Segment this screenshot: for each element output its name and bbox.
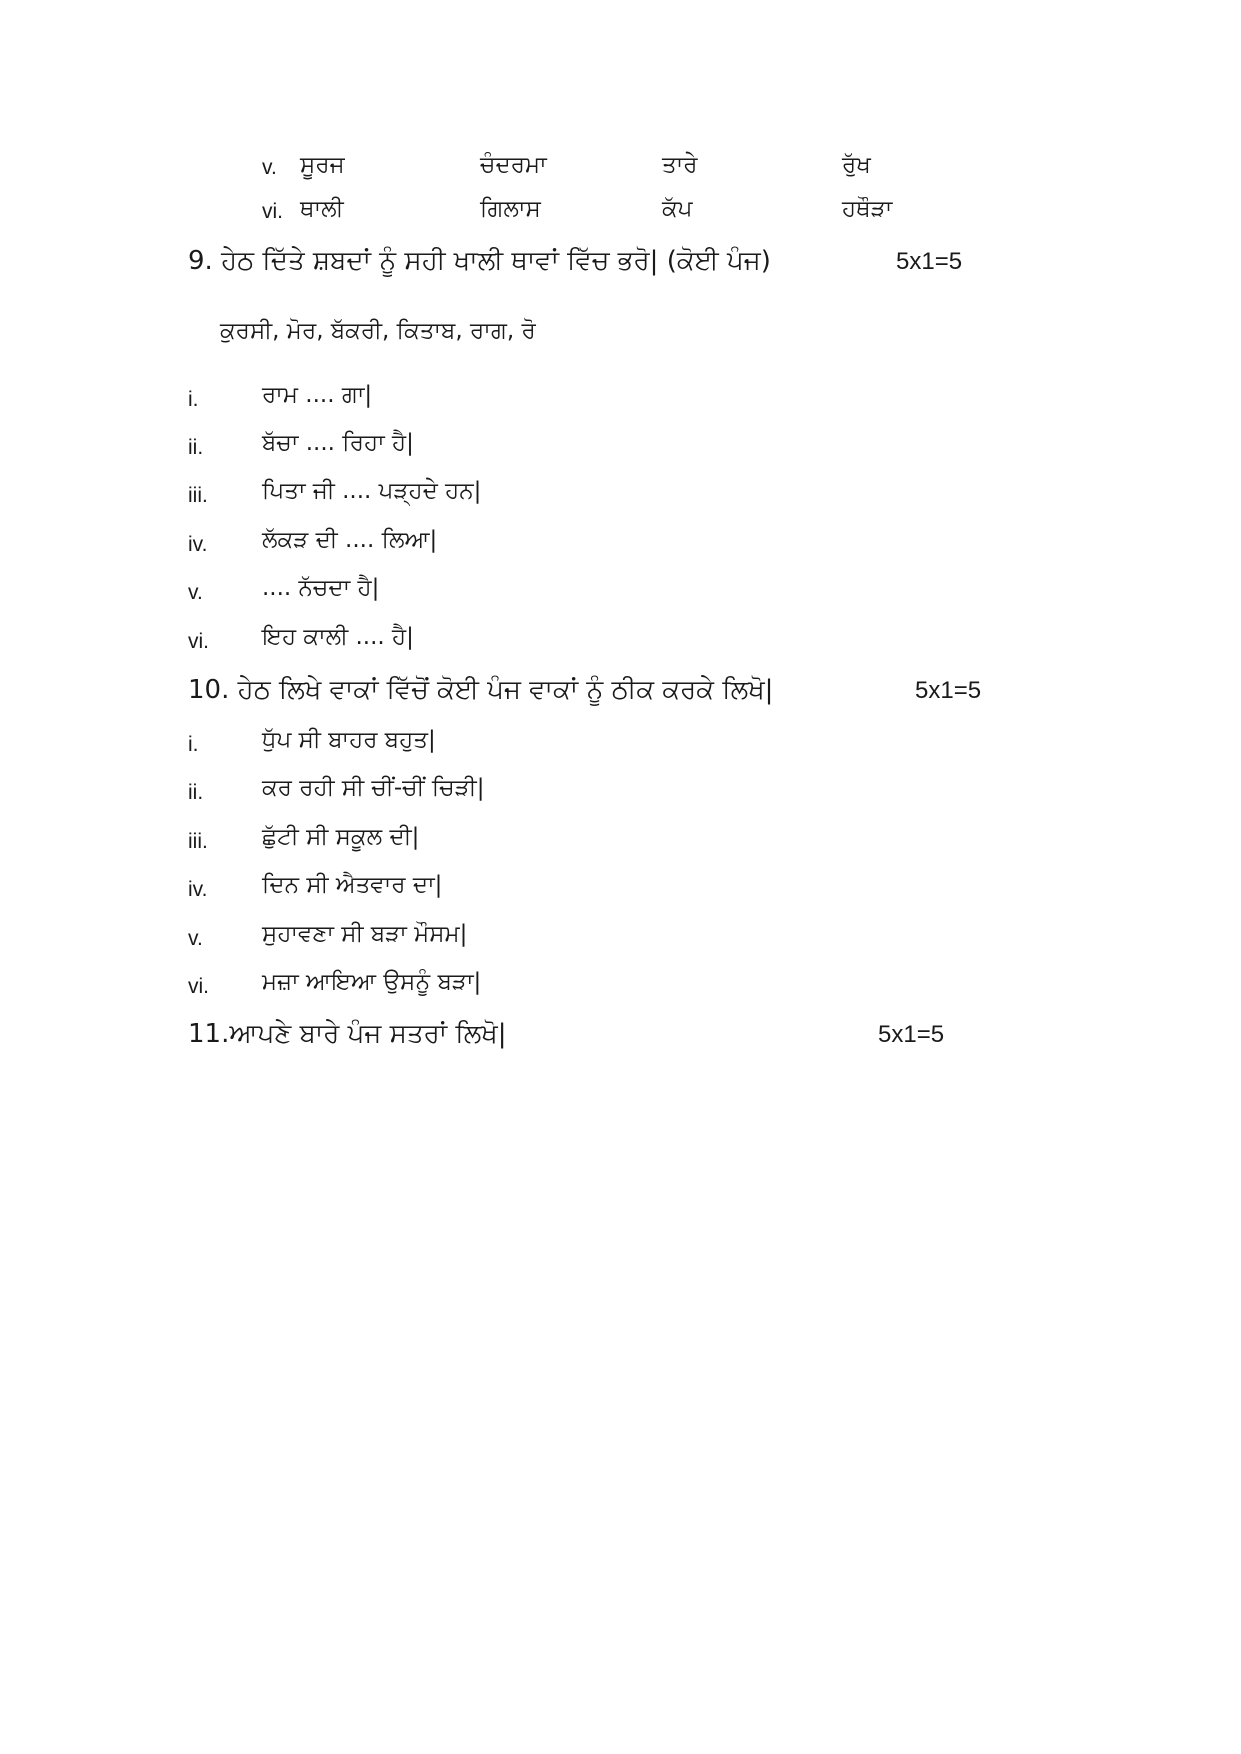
item-number: ii.	[188, 781, 204, 804]
word-bank: ਕੁਰਸੀ, ਮੋਰ, ਬੱਕਰੀ, ਕਿਤਾਬ, ਰਾਗ, ਰੋ	[220, 318, 536, 344]
list-item	[188, 382, 988, 418]
item-number: iii.	[188, 484, 208, 507]
list-item	[188, 527, 988, 563]
list-item	[188, 824, 988, 860]
item-number: i.	[188, 733, 199, 756]
item-text: ਰਾਮ .... ਗਾ|	[262, 382, 373, 408]
list-item	[188, 727, 988, 763]
question-title: 10. ਹੇਠ ਲਿਖੇ ਵਾਕਾਂ ਵਿੱਚੋਂ ਕੋਈ ਪੰਜ ਵਾਕਾਂ ਨੂੰ ਠੀਕ ਕਰਕੇ ਲਿਖੋ|	[188, 675, 774, 705]
option-word: ਰੁੱਖ	[842, 152, 871, 178]
odd-one-out-row	[262, 196, 962, 232]
option-word: ਚੰਦਰਮਾ	[480, 152, 547, 178]
list-item	[188, 969, 988, 1005]
option-word: ਗਿਲਾਸ	[480, 196, 541, 222]
list-item	[188, 430, 988, 466]
question-title: 9. ਹੇਠ ਦਿੱਤੇ ਸ਼ਬਦਾਂ ਨੂੰ ਸਹੀ ਖਾਲੀ ਥਾਵਾਂ ਵਿੱਚ ਭਰੋ| (ਕੋਈ ਪੰਜ)	[188, 246, 771, 276]
item-number: iv.	[188, 533, 208, 556]
odd-one-out-row	[262, 152, 962, 188]
item-text: ਮਜ਼ਾ ਆਇਆ ਉਸਨੂੰ ਬੜਾ|	[262, 969, 482, 995]
item-number: iv.	[188, 878, 208, 901]
question-marks: 5x1=5	[896, 248, 963, 275]
item-number: vi.	[188, 975, 209, 998]
item-text: ਦਿਨ ਸੀ ਐਤਵਾਰ ਦਾ|	[262, 872, 443, 898]
list-item	[188, 624, 988, 660]
item-text: ਛੁੱਟੀ ਸੀ ਸਕੂਲ ਦੀ|	[262, 824, 420, 850]
list-item	[188, 921, 988, 957]
option-word: ਥਾਲੀ	[300, 196, 344, 222]
item-text: ਸੁਹਾਵਣਾ ਸੀ ਬੜਾ ਮੌਸਮ|	[262, 921, 468, 947]
list-item	[188, 575, 988, 611]
item-number: vi.	[188, 630, 209, 653]
question-title: 11.ਆਪਣੇ ਬਾਰੇ ਪੰਜ ਸਤਰਾਂ ਲਿਖੋ|	[188, 1019, 507, 1049]
question-marks: 5x1=5	[915, 677, 982, 704]
item-text: ਲੱਕੜ ਦੀ .... ਲਿਆ|	[262, 527, 438, 553]
item-number: i.	[188, 388, 199, 411]
item-text: ਧੁੱਪ ਸੀ ਬਾਹਰ ਬਹੁਤ|	[262, 727, 436, 753]
list-item	[188, 775, 988, 811]
item-number: v.	[262, 156, 277, 179]
item-text: ਪਿਤਾ ਜੀ .... ਪੜ੍ਹਦੇ ਹਨ|	[262, 478, 482, 504]
option-word: ਹਥੌੜਾ	[842, 196, 893, 222]
item-number: v.	[188, 581, 203, 604]
list-item	[188, 478, 988, 514]
list-item	[188, 872, 988, 908]
option-word: ਕੱਪ	[662, 196, 693, 222]
item-number: iii.	[188, 830, 208, 853]
item-number: vi.	[262, 200, 283, 223]
item-number: ii.	[188, 436, 204, 459]
item-text: ਇਹ ਕਾਲੀ .... ਹੈ|	[262, 624, 414, 650]
item-text: .... ਨੱਚਦਾ ਹੈ|	[262, 575, 380, 601]
question-marks: 5x1=5	[878, 1021, 945, 1048]
item-text: ਬੱਚਾ .... ਰਿਹਾ ਹੈ|	[262, 430, 414, 456]
option-word: ਤਾਰੇ	[662, 152, 698, 178]
item-text: ਕਰ ਰਹੀ ਸੀ ਚੀਂ-ਚੀਂ ਚਿੜੀ|	[262, 775, 485, 801]
option-word: ਸੂਰਜ	[300, 152, 345, 178]
item-number: v.	[188, 927, 203, 950]
